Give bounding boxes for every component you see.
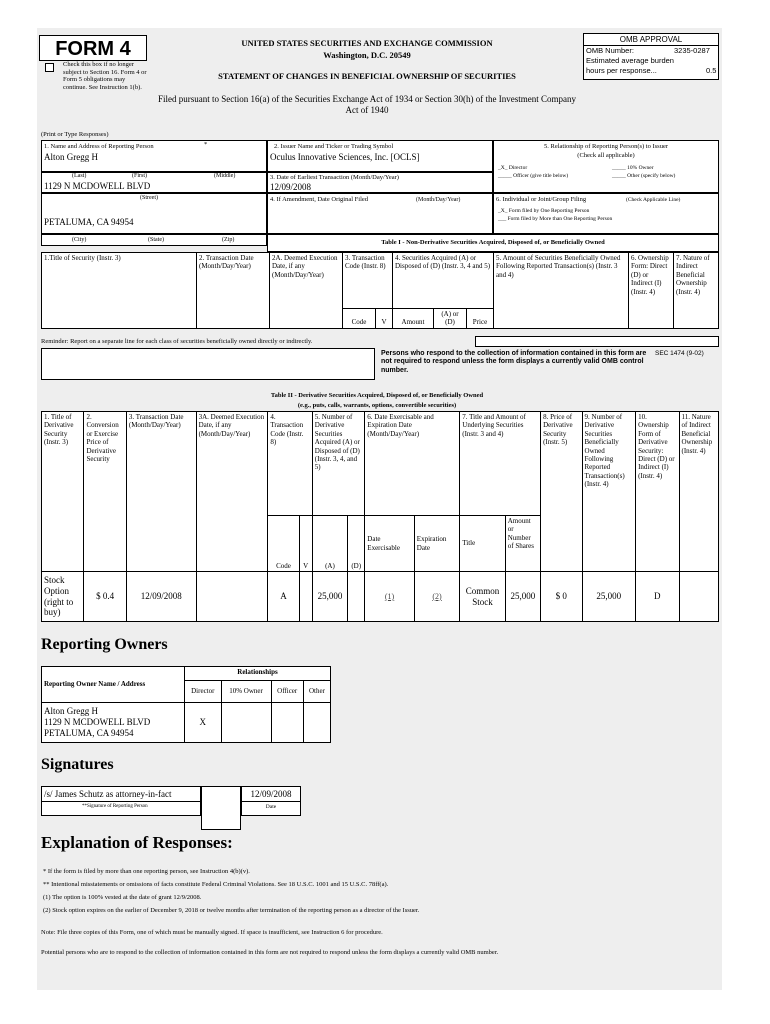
reminder-box-right [475,336,719,347]
form-page [37,28,722,990]
signature-date: 12/09/2008 [250,789,292,799]
hours-value: 0.5 [706,66,717,75]
reporting-person-city: PETALUMA, CA 94954 [44,217,134,227]
table-row [42,572,719,622]
other-header: Other [303,681,330,703]
t2-v: V [299,516,312,572]
more-persons-option: ___ Form filed by More than One Reporting Person [498,216,613,222]
t2-col3: 3. Transaction Date (Month/Day/Year) [126,412,196,572]
date-label: Date [265,804,277,810]
reporting-person-street: 1129 N MCDOWELL BLVD [44,181,151,191]
table-row [42,703,331,743]
t1-col2a: 2A. Deemed Execution Date, if any (Month/Day/Year) [270,253,343,329]
burden-label: Estimated average burden [586,56,674,65]
box4-sublabel: (Month/Day/Year) [416,197,461,203]
t2-col5: 5. Number of Derivative Securities Acquired (A) or Disposed of (D) (Instr. 3, 4, and 5) [312,412,365,516]
t2-row-d [348,572,365,622]
box1-asterisk: * [204,141,208,148]
box2-label: 2. Issuer Name and Ticker or Trading Symbol [274,143,394,150]
footnote-2: (2) Stock option expires on the earlier of December 9, 2018 or twelve months after termination of the reporting person as a director of the Issuer. [43,907,420,914]
signatures-heading: Signatures [41,756,114,773]
t1-amount: Amount [393,309,434,329]
t2-a: (A) [312,516,347,572]
earliest-transaction-date: 12/09/2008 [270,182,312,192]
print-type: (Print or Type Responses) [41,131,109,138]
no-longer-subject-checkbox[interactable] [45,63,54,72]
t2-row-security: Stock Option (right to buy) [42,572,84,622]
owner-officer [271,703,303,743]
owner-street: 1129 N MCDOWELL BLVD [44,717,151,728]
t1-col7: 7. Nature of Indirect Beneficial Ownership (Instr. 4) [674,253,719,329]
t2-col11: 11. Nature of Indirect Beneficial Ownership (Instr. 4) [679,412,719,572]
explanation-star: * If the form is filed by more than one reporting person, see Instruction 4(b)(v). [43,868,250,875]
director-option: _X_ Director [498,165,528,171]
t2-row-deemed [196,572,268,622]
box5-label: 5. Relationship of Reporting Person(s) to Issuer [543,143,669,150]
t2-row-title: Common Stock [460,572,505,622]
agency-city: Washington, D.C. 20549 [323,50,411,60]
file-note: Note: File three copies of this Form, one of which must be manually signed. If space is insufficient, see Instruction 6 for procedure. [41,929,383,936]
t1-v: V [376,309,393,329]
box3-date [267,172,493,193]
t1-price: Price [467,309,494,329]
t1-col4: 4. Securities Acquired (A) or Disposed of (D) (Instr. 3, 4 and 5) [393,253,494,309]
t2-code: Code [268,516,299,572]
officer-header: Officer [271,681,303,703]
t2-row-nature [679,572,719,622]
box6-label: 6. Individual or Joint/Group Filing [496,196,587,203]
omb-number-label: OMB Number: [586,46,634,55]
box4-label: 4. If Amendment, Date Original Filed [270,196,369,203]
signature-gap [201,786,241,830]
t2-row-v [299,572,312,622]
t1-col2: 2. Transaction Date (Month/Day/Year) [197,253,270,329]
t1-col3: 3. Transaction Code (Instr. 8) [343,253,393,309]
box6-sublabel: (Check Applicable Line) [626,197,681,203]
box1-city [41,193,267,234]
t2-row-code: A [268,572,299,622]
hours-label: hours per response... [586,66,657,75]
omb-notice: Persons who respond to the collection of information contained in this form are not required to respond unless the form displays a currently valid OMB control number. [381,350,647,374]
table2 [41,411,719,622]
t1-aord: (A) or (D) [434,309,467,329]
reporting-person-name: Alton Gregg H [44,152,98,162]
sec-code: SEC 1474 (9-02) [655,350,704,357]
omb-approval-box [583,33,719,80]
last-label: (Last) [72,173,87,179]
t2-date-ex: Date Exercisable [365,516,415,572]
t2-col8: 8. Price of Derivative Security (Instr. 5) [541,412,582,572]
t2-row-form: D [636,572,679,622]
explanation-heading: Explanation of Responses: [41,833,233,852]
other-option: _____ Other (specify below) [612,173,676,179]
footnote-1: (1) The option is 100% vested at the date of grant 12/9/2008. [43,894,202,901]
reminder-box-left [41,348,375,380]
box1-label: 1. Name and Address of Reporting Person [44,143,154,150]
zip-label: (Zip) [222,237,235,243]
table2-subtitle: (e.g., puts, calls, warrants, options, convertible securities) [297,402,457,409]
middle-label: (Middle) [214,173,236,179]
t1-col6: 6. Ownership Form: Direct (D) or Indirect (I) (Instr. 4) [629,253,674,329]
signer: /s/ James Schutz as attorney-in-fact [44,789,172,799]
reporting-owners-table [41,666,331,743]
box2-issuer [267,140,493,172]
potential-persons-note: Potential persons who are to respond to the collection of information contained in this form are not required to respond unless the form displays a currently valid OMB number. [41,949,499,956]
t2-col7: 7. Title and Amount of Underlying Securities (Instr. 3 and 4) [460,412,541,516]
checkbox-text: Check this box if no longer subject to Section 16. Form 4 or Form 5 obligations may continue. See Instruction 1(b). [63,61,147,91]
owner-director-mark: X [185,703,222,743]
box1-city-labels [41,234,267,246]
t2-col10: 10. Ownership Form of Derivative Security: Direct (D) or Indirect (I) (Instr. 4) [636,412,679,572]
issuer-name: Oculus Innovative Sciences, Inc. [OCLS] [270,152,420,162]
t2-title: Title [460,516,505,572]
explanation-double-star: ** Intentional misstatements or omissions of facts constitute Federal Criminal Violations. See 18 U.S.C. 1001 and 15 U.S.C. 78ff(a). [43,881,389,888]
t1-code: Code [343,309,376,329]
box5-relationship [493,140,719,193]
t2-col9: 9. Number of Derivative Securities Beneficially Owned Following Reported Transaction(s) (Instr. 4) [582,412,636,572]
t1-col1: 1.Title of Security (Instr. 3) [42,253,197,329]
reminder: Reminder: Report on a separate line for each class of securities beneficially owned directly or indirectly. [41,338,313,345]
ten-pct-option: _____ 10% Owner [612,165,654,171]
street-label: (Street) [140,195,158,201]
footnote-2-link[interactable]: (2) [432,591,442,601]
ten-pct-header: 10% Owner [221,681,271,703]
one-person-option: _X_ Form filed by One Reporting Person [498,208,590,214]
owner-city: PETALUMA, CA 94954 [44,727,134,738]
t2-exp-date: Expiration Date [414,516,459,572]
t2-col2: 2. Conversion or Exercise Price of Derivative Security [84,412,126,572]
owner-other [303,703,330,743]
t2-col3a: 3A. Deemed Execution Date, if any (Month/Day/Year) [196,412,268,572]
owner-ten-pct [221,703,271,743]
t2-amount-shares: Amount or Number of Shares [505,516,540,572]
omb-title: OMB APPROVAL [619,35,683,44]
relationships-header: Relationships [185,667,331,681]
box4-amendment [267,193,493,234]
statement-title: STATEMENT OF CHANGES IN BENEFICIAL OWNERSHIP OF SECURITIES [218,71,516,81]
t2-d: (D) [348,516,365,572]
agency-name: UNITED STATES SECURITIES AND EXCHANGE COMMISSION [241,38,493,48]
table1-title-box [267,234,719,252]
box6-filing [493,193,719,234]
city-label: (City) [72,237,87,243]
form-title: FORM 4 [55,38,131,60]
reporting-owners-heading: Reporting Owners [41,636,168,653]
t1-col5: 5. Amount of Securities Beneficially Owned Following Reported Transaction(s) (Instr. 3 and 4) [494,253,629,329]
t2-row-date: 12/09/2008 [126,572,196,622]
t2-row-amount: 25,000 [312,572,347,622]
omb-number: 3235-0287 [674,46,710,55]
first-label: (First) [132,173,147,179]
footnote-1-link[interactable]: (1) [384,591,395,601]
box1-address [41,172,267,193]
t2-row-owned: 25,000 [582,572,636,622]
signature-box [41,786,201,816]
box1-name [41,140,267,172]
table1-title: Table I - Non-Derivative Securities Acquired, Disposed of, or Beneficially Owned [381,239,605,246]
state-label: (State) [148,237,164,243]
t2-row-shares: 25,000 [505,572,540,622]
owner-name: Alton Gregg H [44,706,98,717]
officer-option: _____ Officer (give title below) [498,173,569,179]
table1 [41,252,719,329]
t2-row-deriv-price: $ 0 [541,572,582,622]
t2-col6: 6. Date Exercisable and Expiration Date (Month/Day/Year) [365,412,460,516]
box5-sublabel: (Check all applicable) [577,152,635,159]
signature-label: **Signature of Reporting Person [82,804,148,809]
filed-pursuant: Filed pursuant to Section 16(a) of the Securities Exchange Act of 1934 or Section 30(h) of the Investment Company Act of 1940 [158,94,576,115]
director-header: Director [185,681,222,703]
date-box [241,786,301,816]
t2-col1: 1. Title of Derivative Security (Instr. 3) [42,412,84,572]
t2-row-price: $ 0.4 [84,572,126,622]
owner-name-header: Reporting Owner Name / Address [42,667,185,703]
box3-label: 3. Date of Earliest Transaction (Month/Day/Year) [270,174,399,181]
t2-col4: 4. Transaction Code (Instr. 8) [268,412,312,516]
form-title-box [39,35,147,61]
table2-title: Table II - Derivative Securities Acquired, Disposed of, or Beneficially Owned [270,392,484,399]
